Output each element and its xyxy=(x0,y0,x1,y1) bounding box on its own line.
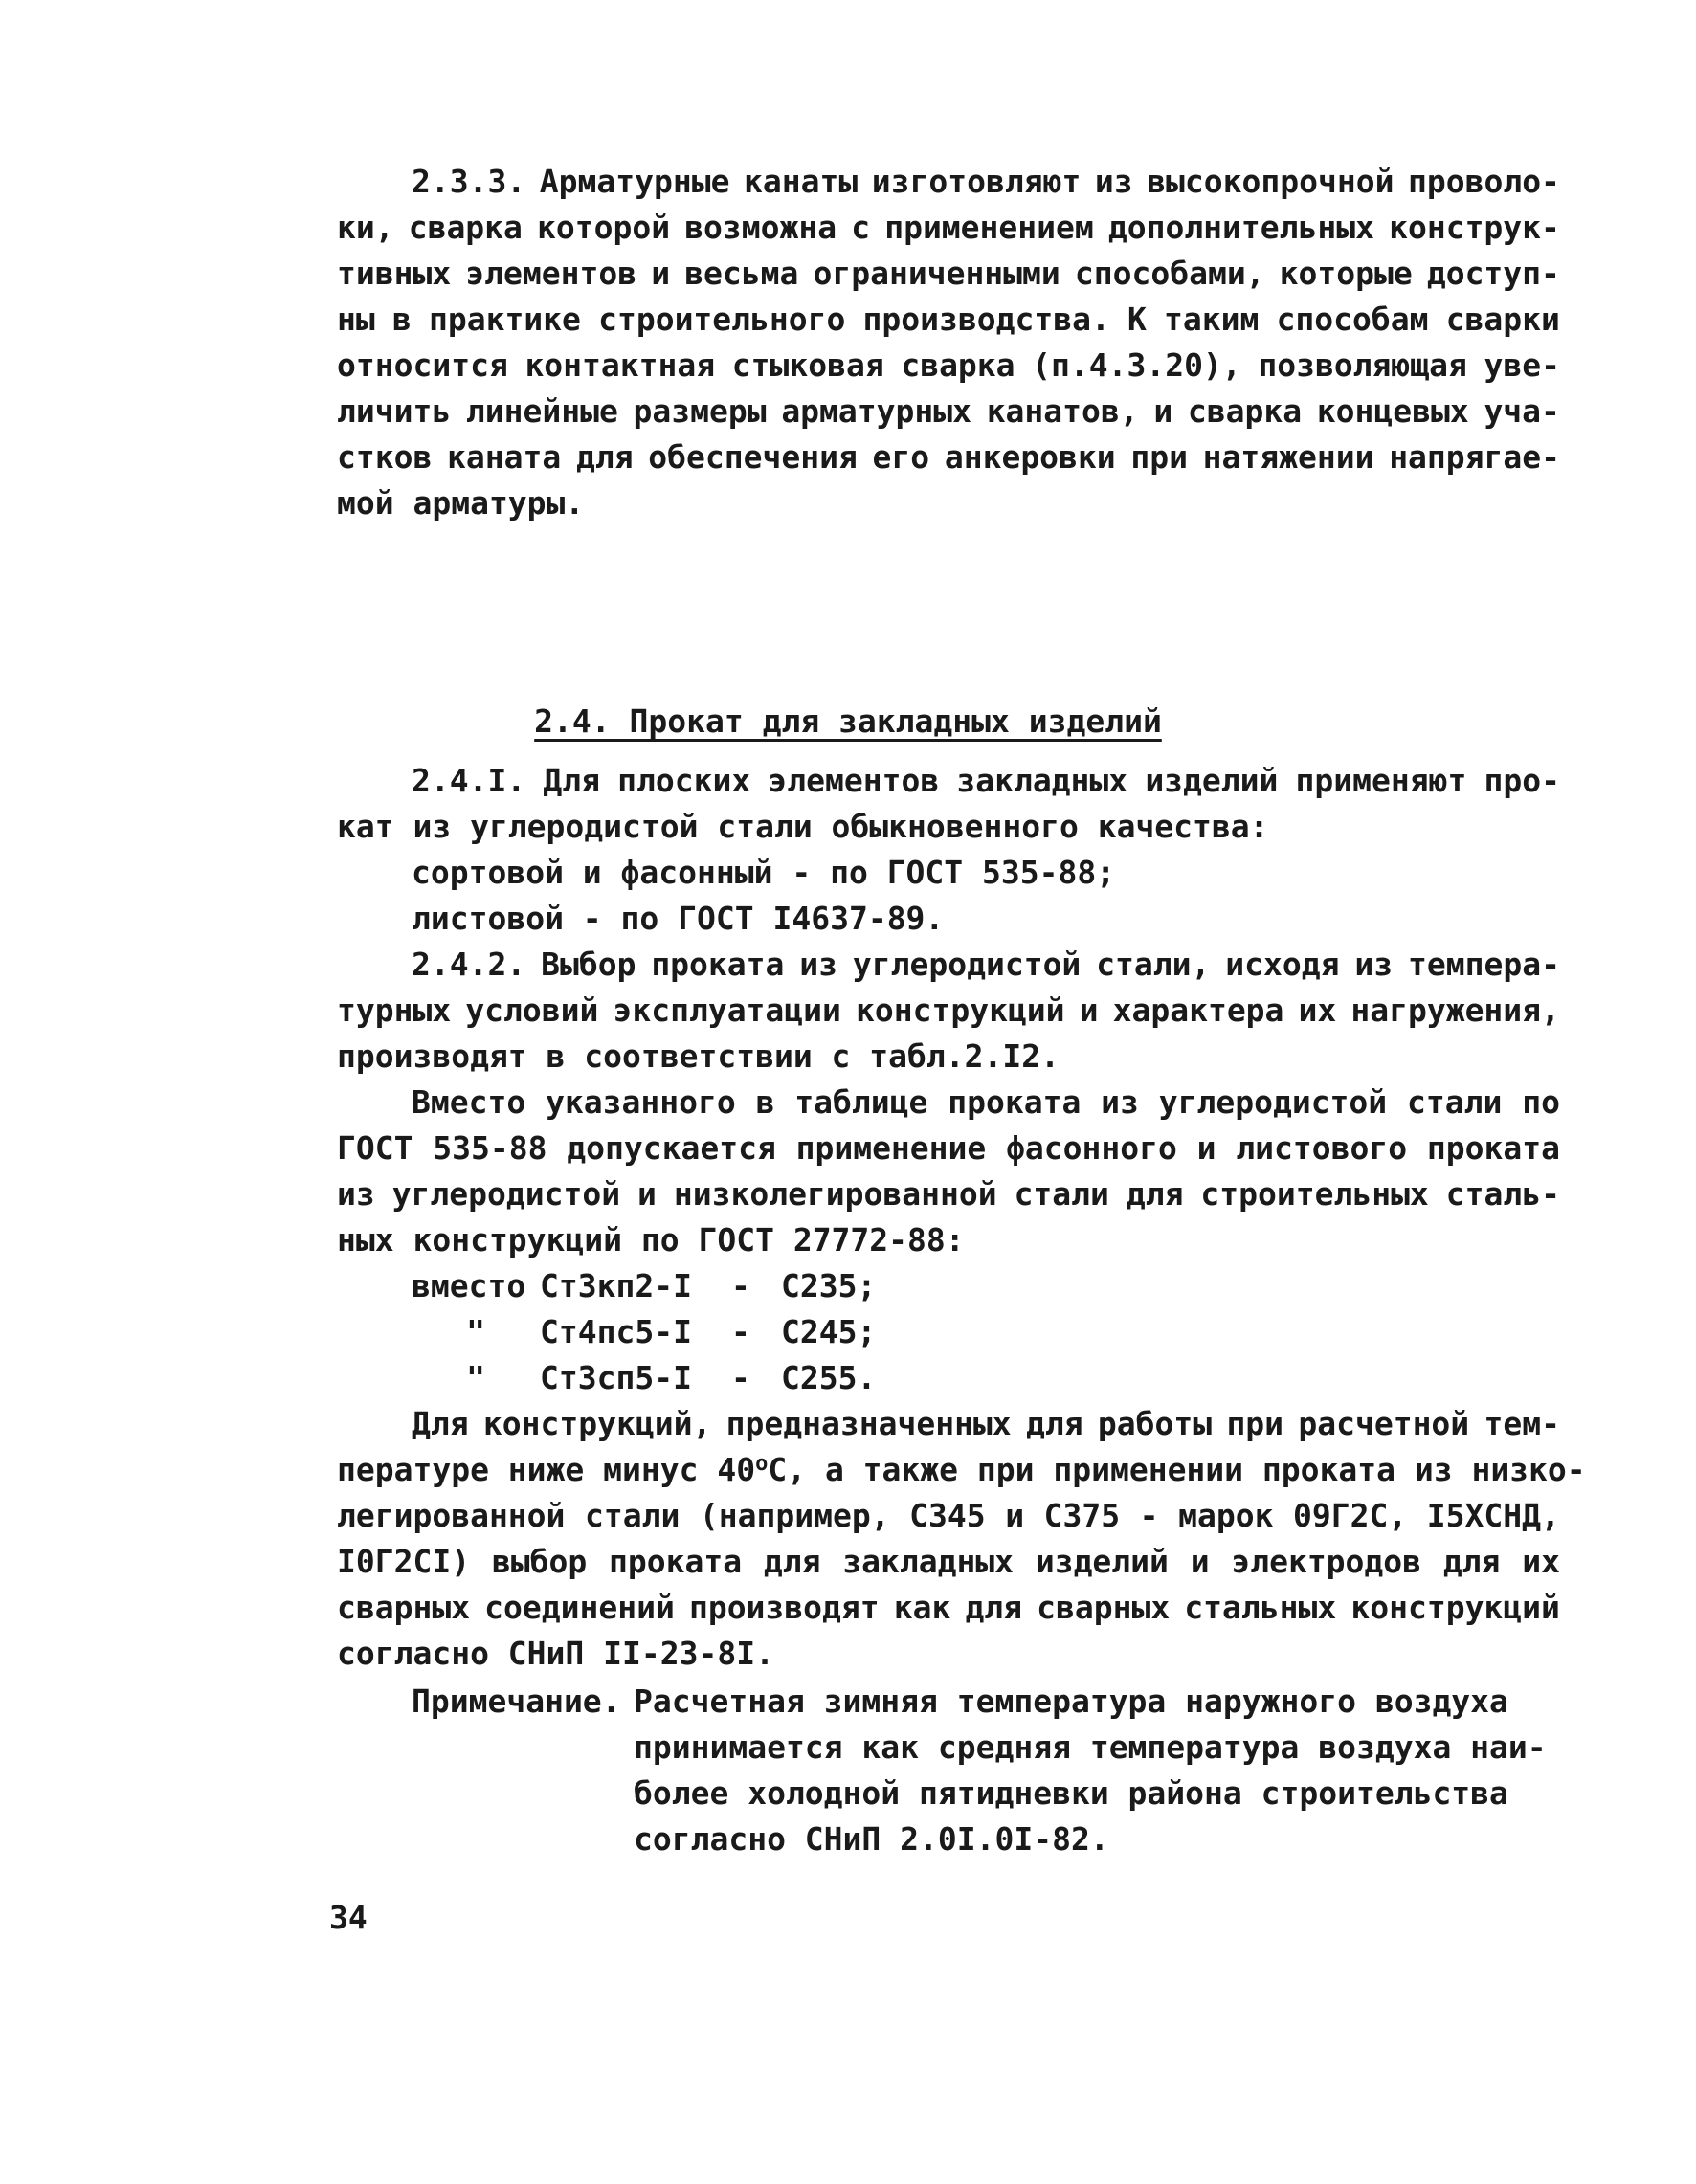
note-line xyxy=(337,1816,1560,1862)
text-line: личить линейные размеры арматурных канатов, и сварка концевых уча- xyxy=(337,392,1560,430)
note-spacer xyxy=(412,1725,634,1771)
text-line: сварных соединений производят как для сварных стальных конструкций xyxy=(337,1589,1560,1626)
text-line: ных конструкций по ГОСТ 27772-88: xyxy=(337,1221,965,1259)
list-item: листовой - по ГОСТ I4637-89. xyxy=(412,900,945,937)
text-line: согласно СНиП II-23-8I. xyxy=(337,1635,774,1672)
text-line: Вместо указанного в таблице проката из углеродистой стали по xyxy=(412,1083,1560,1121)
paragraph-2-3-3 xyxy=(337,159,1560,526)
note-text: Расчетная зимняя температура наружного воздуха xyxy=(634,1683,1508,1720)
replacement-cell: вместо xyxy=(412,1267,526,1304)
replacement-row xyxy=(337,1263,1560,1309)
note-spacer xyxy=(412,1816,634,1862)
note-text: согласно СНиП 2.0I.0I-82. xyxy=(634,1820,1109,1858)
replacement-cell: - xyxy=(731,1313,750,1350)
replacement-cell: " xyxy=(466,1313,485,1350)
note-spacer xyxy=(412,1771,634,1816)
replacement-cell: " xyxy=(466,1359,485,1396)
text-line: тивных элементов и весьма ограниченными способами, которые доступ- xyxy=(337,255,1560,292)
text-line: относится контактная стыковая сварка (п.4.3.20), позволяющая уве- xyxy=(337,346,1560,384)
text-line: из углеродистой и низколегированной стали для строительных сталь- xyxy=(337,1175,1560,1213)
replacement-cell: - xyxy=(731,1359,750,1396)
note-text: принимается как средняя температура воздуха наи- xyxy=(634,1728,1547,1766)
replacement-cell: С235; xyxy=(781,1267,877,1304)
replacement-cell: Ст3сп5-I xyxy=(540,1359,692,1396)
replacement-row xyxy=(337,1355,1560,1401)
replacement-cell: С245; xyxy=(781,1313,877,1350)
paragraph-instead xyxy=(337,1080,1560,1263)
note-line xyxy=(337,1679,1560,1725)
replacement-list xyxy=(337,1263,1560,1401)
text-fragment: С, а также при применении проката из низко- xyxy=(768,1451,1586,1488)
text-line: 2.3.3. Арматурные канаты изготовляют из высокопрочной проволо- xyxy=(412,163,1560,200)
text-line: I0Г2СI) выбор проката для закладных изделий и электродов для их xyxy=(337,1543,1560,1580)
paragraph-low-temperature xyxy=(337,1401,1586,1677)
section-title-text: 2.4. Прокат для закладных изделий xyxy=(534,702,1162,740)
text-line: ки, сварка которой возможна с применением дополнительных конструк- xyxy=(337,209,1560,246)
section-title xyxy=(0,699,1696,745)
replacement-cell: Ст3кп2-I xyxy=(540,1267,692,1304)
list-item: сортовой и фасонный - по ГОСТ 535-88; xyxy=(412,854,1116,891)
section-2-4-body xyxy=(337,758,1586,1862)
text-line xyxy=(337,1447,1586,1493)
note-label: Примечание. xyxy=(412,1683,621,1720)
replacement-row xyxy=(337,1309,1560,1355)
text-line: 2.4.I. Для плоских элементов закладных изделий применяют про- xyxy=(412,762,1560,799)
text-fragment: пературе ниже минус 40 xyxy=(337,1451,756,1488)
text-line: стков каната для обеспечения его анкеровки при натяжении напрягае- xyxy=(337,438,1560,476)
note-line xyxy=(337,1771,1560,1816)
note-text: более холодной пятидневки района строительства xyxy=(634,1774,1508,1812)
paragraph-2-4-2 xyxy=(337,942,1560,1080)
replacement-cell: - xyxy=(731,1267,750,1304)
text-line: ны в практике строительного производства. К таким способам сварки xyxy=(337,301,1560,338)
text-line: турных условий эксплуатации конструкций и характера их нагружения, xyxy=(337,992,1560,1029)
page-number: 34 xyxy=(329,1899,368,1936)
text-line: 2.4.2. Выбор проката из углеродистой стали, исходя из темпера- xyxy=(412,946,1560,983)
note-block xyxy=(337,1679,1560,1862)
paragraph-2-4-1 xyxy=(337,758,1560,850)
text-line: Для конструкций, предназначенных для работы при расчетной тем- xyxy=(412,1405,1560,1442)
text-lines xyxy=(337,1493,1560,1677)
text-line: ГОСТ 535-88 допускается применение фасонного и листового проката xyxy=(337,1129,1560,1167)
text-line: мой арматуры. xyxy=(337,484,585,522)
text-line: легированной стали (например, С345 и С375 - марок 09Г2С, I5ХСНД, xyxy=(337,1497,1560,1534)
note-line xyxy=(337,1725,1560,1771)
text-line: производят в соответствии с табл.2.I2. xyxy=(337,1037,1060,1075)
text-line: кат из углеродистой стали обыкновенного качества: xyxy=(337,808,1269,845)
replacement-cell: Ст4пс5-I xyxy=(540,1313,692,1350)
replacement-cell: С255. xyxy=(781,1359,877,1396)
degree-superscript: о xyxy=(755,1452,769,1476)
